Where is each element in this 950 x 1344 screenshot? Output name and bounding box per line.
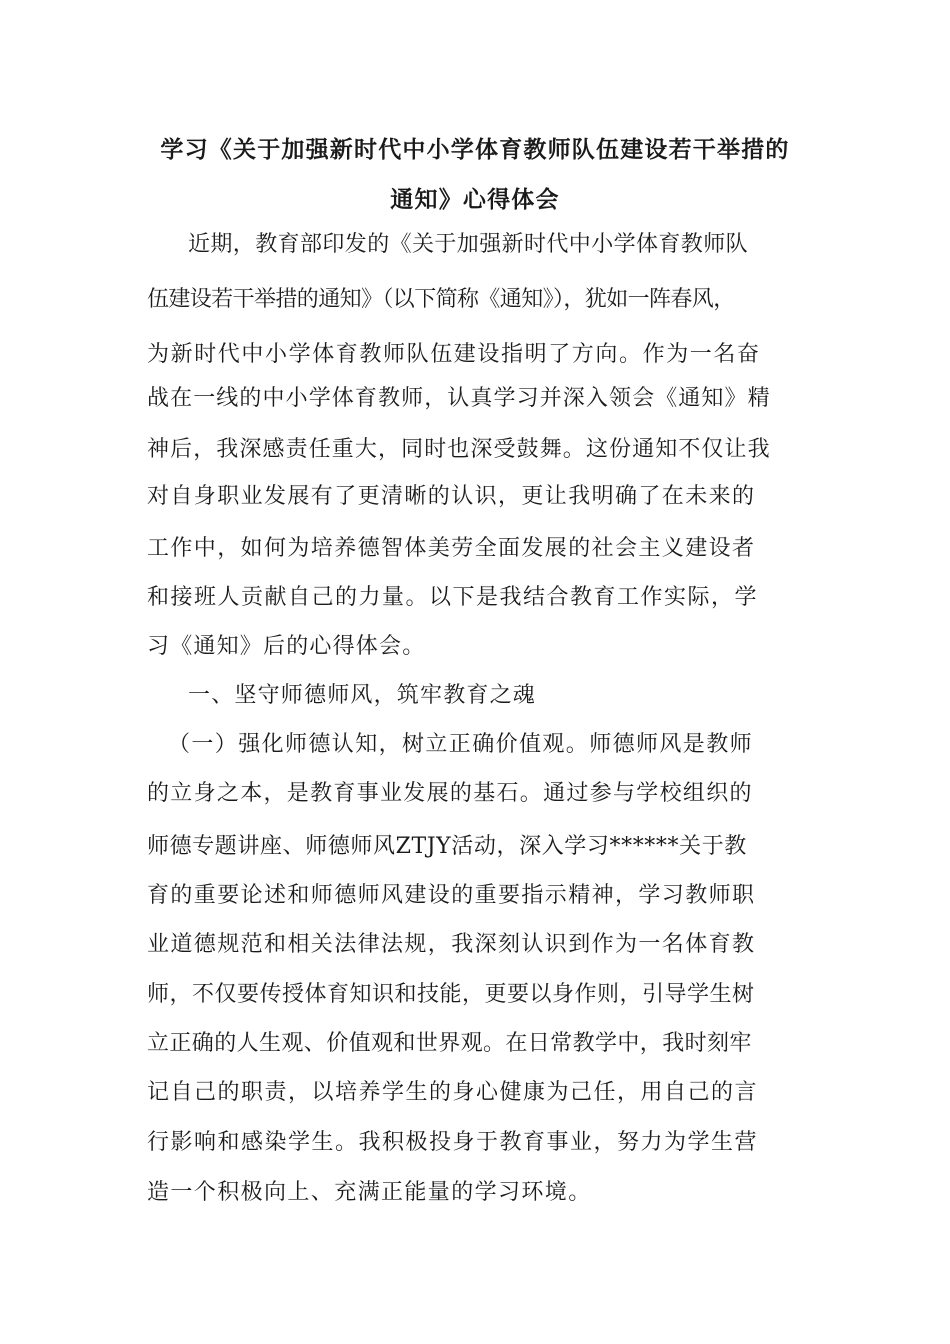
body-line-12: 师德专题讲座、师德师风ZTJY活动，深入学习******关于教 <box>147 834 747 859</box>
body-line-17: 记自己的职责，以培养学生的身心健康为己任，用自己的言 <box>147 1080 759 1105</box>
body-line-3: 为新时代中小学体育教师队伍建设指明了方向。作为一名奋 <box>147 342 761 367</box>
body-line-6: 对自身职业发展有了更清晰的认识，更让我明确了在未来的 <box>147 484 756 509</box>
body-line-16: 立正确的人生观、价值观和世界观。在日常教学中，我时刻牢 <box>147 1031 752 1056</box>
document-title-line-2: 通知》心得体会 <box>390 187 560 213</box>
body-line-10: （一）强化师德认知，树立正确价值观。师德师风是教师 <box>168 732 754 757</box>
document-title-line-1: 学习《关于加强新时代中小学体育教师队伍建设若干举措的 <box>160 137 790 163</box>
body-line-19: 造一个积极向上、充满正能量的学习环境。 <box>147 1180 592 1205</box>
body-line-7: 工作中，如何为培养德智体美劳全面发展的社会主义建设者 <box>147 536 756 561</box>
body-line-15: 师，不仅要传授体育知识和技能，更要以身作则，引导学生树 <box>147 982 755 1007</box>
body-line-9: 习《通知》后的心得体会。 <box>147 634 426 659</box>
body-line-13: 育的重要论述和师德师风建设的重要指示精神，学习教师职 <box>147 883 756 908</box>
body-line-18: 行影响和感染学生。我积极投身于教育事业，努力为学生营 <box>147 1130 759 1155</box>
body-line-4: 战在一线的中小学体育教师，认真学习并深入领会《通知》精 <box>147 386 771 411</box>
body-line-14: 业道德规范和相关法律法规，我深刻认识到作为一名体育教 <box>147 932 756 957</box>
body-line-11: 的立身之本，是教育事业发展的基石。通过参与学校组织的 <box>147 781 753 806</box>
body-line-2: 伍建设若干举措的通知》（以下简称《通知》），犹如一阵春风， <box>147 287 735 312</box>
body-line-5: 神后，我深感责任重大，同时也深受鼓舞。这份通知不仅让我 <box>147 437 771 462</box>
section-heading-1: 一、坚守师德师风，筑牢教育之魂 <box>188 683 537 708</box>
body-line-1: 近期，教育部印发的《关于加强新时代中小学体育教师队 <box>188 232 749 257</box>
body-line-8: 和接班人贡献自己的力量。以下是我结合教育工作实际，学 <box>147 585 759 610</box>
